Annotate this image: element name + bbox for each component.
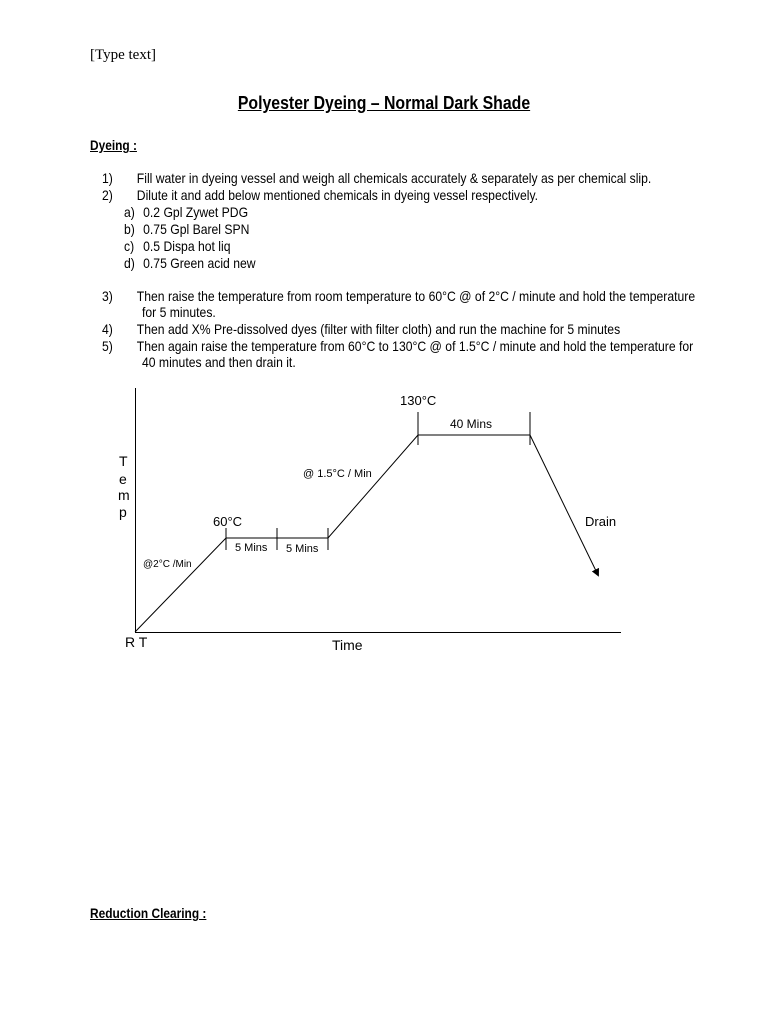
temperature-profile-line	[135, 435, 530, 632]
step-text: Then again raise the temperature from 60°C to 130°C @ of 1.5°C / minute and hold the temperature for	[136, 338, 694, 354]
drain-label: Drain	[585, 514, 617, 529]
time-axis-label: Time	[332, 637, 363, 653]
chemical-letter: a)	[124, 204, 135, 220]
hold-5-mins-label-2: 5 Mins	[286, 543, 319, 555]
temp-axis-label-char: T	[119, 453, 128, 469]
chemical-text: 0.75 Green acid new	[143, 255, 256, 271]
hold-5-mins-label-1: 5 Mins	[235, 542, 268, 554]
chemical-letter: b)	[124, 221, 135, 237]
chemical-text: 0.5 Dispa hot liq	[143, 238, 231, 254]
temp-axis-label-char: p	[119, 504, 127, 520]
temp-axis-label-char: e	[119, 471, 127, 487]
step-number: 1)	[102, 170, 113, 186]
step-number: 5)	[102, 338, 113, 354]
step-3-continued: for 5 minutes.	[142, 304, 216, 320]
chemical-letter: c)	[124, 238, 135, 254]
step-text: Then raise the temperature from room temperature to 60°C @ of 2°C / minute and hold the temperature	[136, 288, 696, 304]
rate-1-5c-label: @ 1.5°C / Min	[303, 468, 372, 480]
header-placeholder-text: [Type text]	[90, 47, 157, 63]
step-number: 3)	[102, 288, 113, 304]
step-text: Then add X% Pre-dissolved dyes (filter with filter cloth) and run the machine for 5 minutes	[136, 321, 621, 337]
chemical-text: 0.75 Gpl Barel SPN	[143, 221, 250, 237]
temp-130-label: 130°C	[400, 393, 437, 408]
step-number: 2)	[102, 187, 113, 203]
document-title: Polyester Dyeing – Normal Dark Shade	[237, 93, 531, 113]
rate-2c-label: @2°C /Min	[143, 559, 192, 570]
step-5-continued: 40 minutes and then drain it.	[142, 354, 296, 370]
origin-label: R T	[125, 634, 148, 650]
drain-arrow	[530, 435, 598, 575]
temp-60-label: 60°C	[213, 514, 243, 529]
reduction-clearing-heading: Reduction Clearing :	[90, 905, 207, 921]
temp-axis-label-char: m	[118, 487, 130, 503]
chemical-text: 0.2 Gpl Zywet PDG	[143, 204, 249, 220]
step-text: Fill water in dyeing vessel and weigh all chemicals accurately & separately as per chemical slip.	[136, 170, 652, 186]
dyeing-heading: Dyeing :	[90, 137, 137, 153]
step-number: 4)	[102, 321, 113, 337]
hold-40-mins-label: 40 Mins	[450, 417, 493, 431]
step-text: Dilute it and add below mentioned chemicals in dyeing vessel respectively.	[136, 187, 539, 203]
chemical-letter: d)	[124, 255, 135, 271]
